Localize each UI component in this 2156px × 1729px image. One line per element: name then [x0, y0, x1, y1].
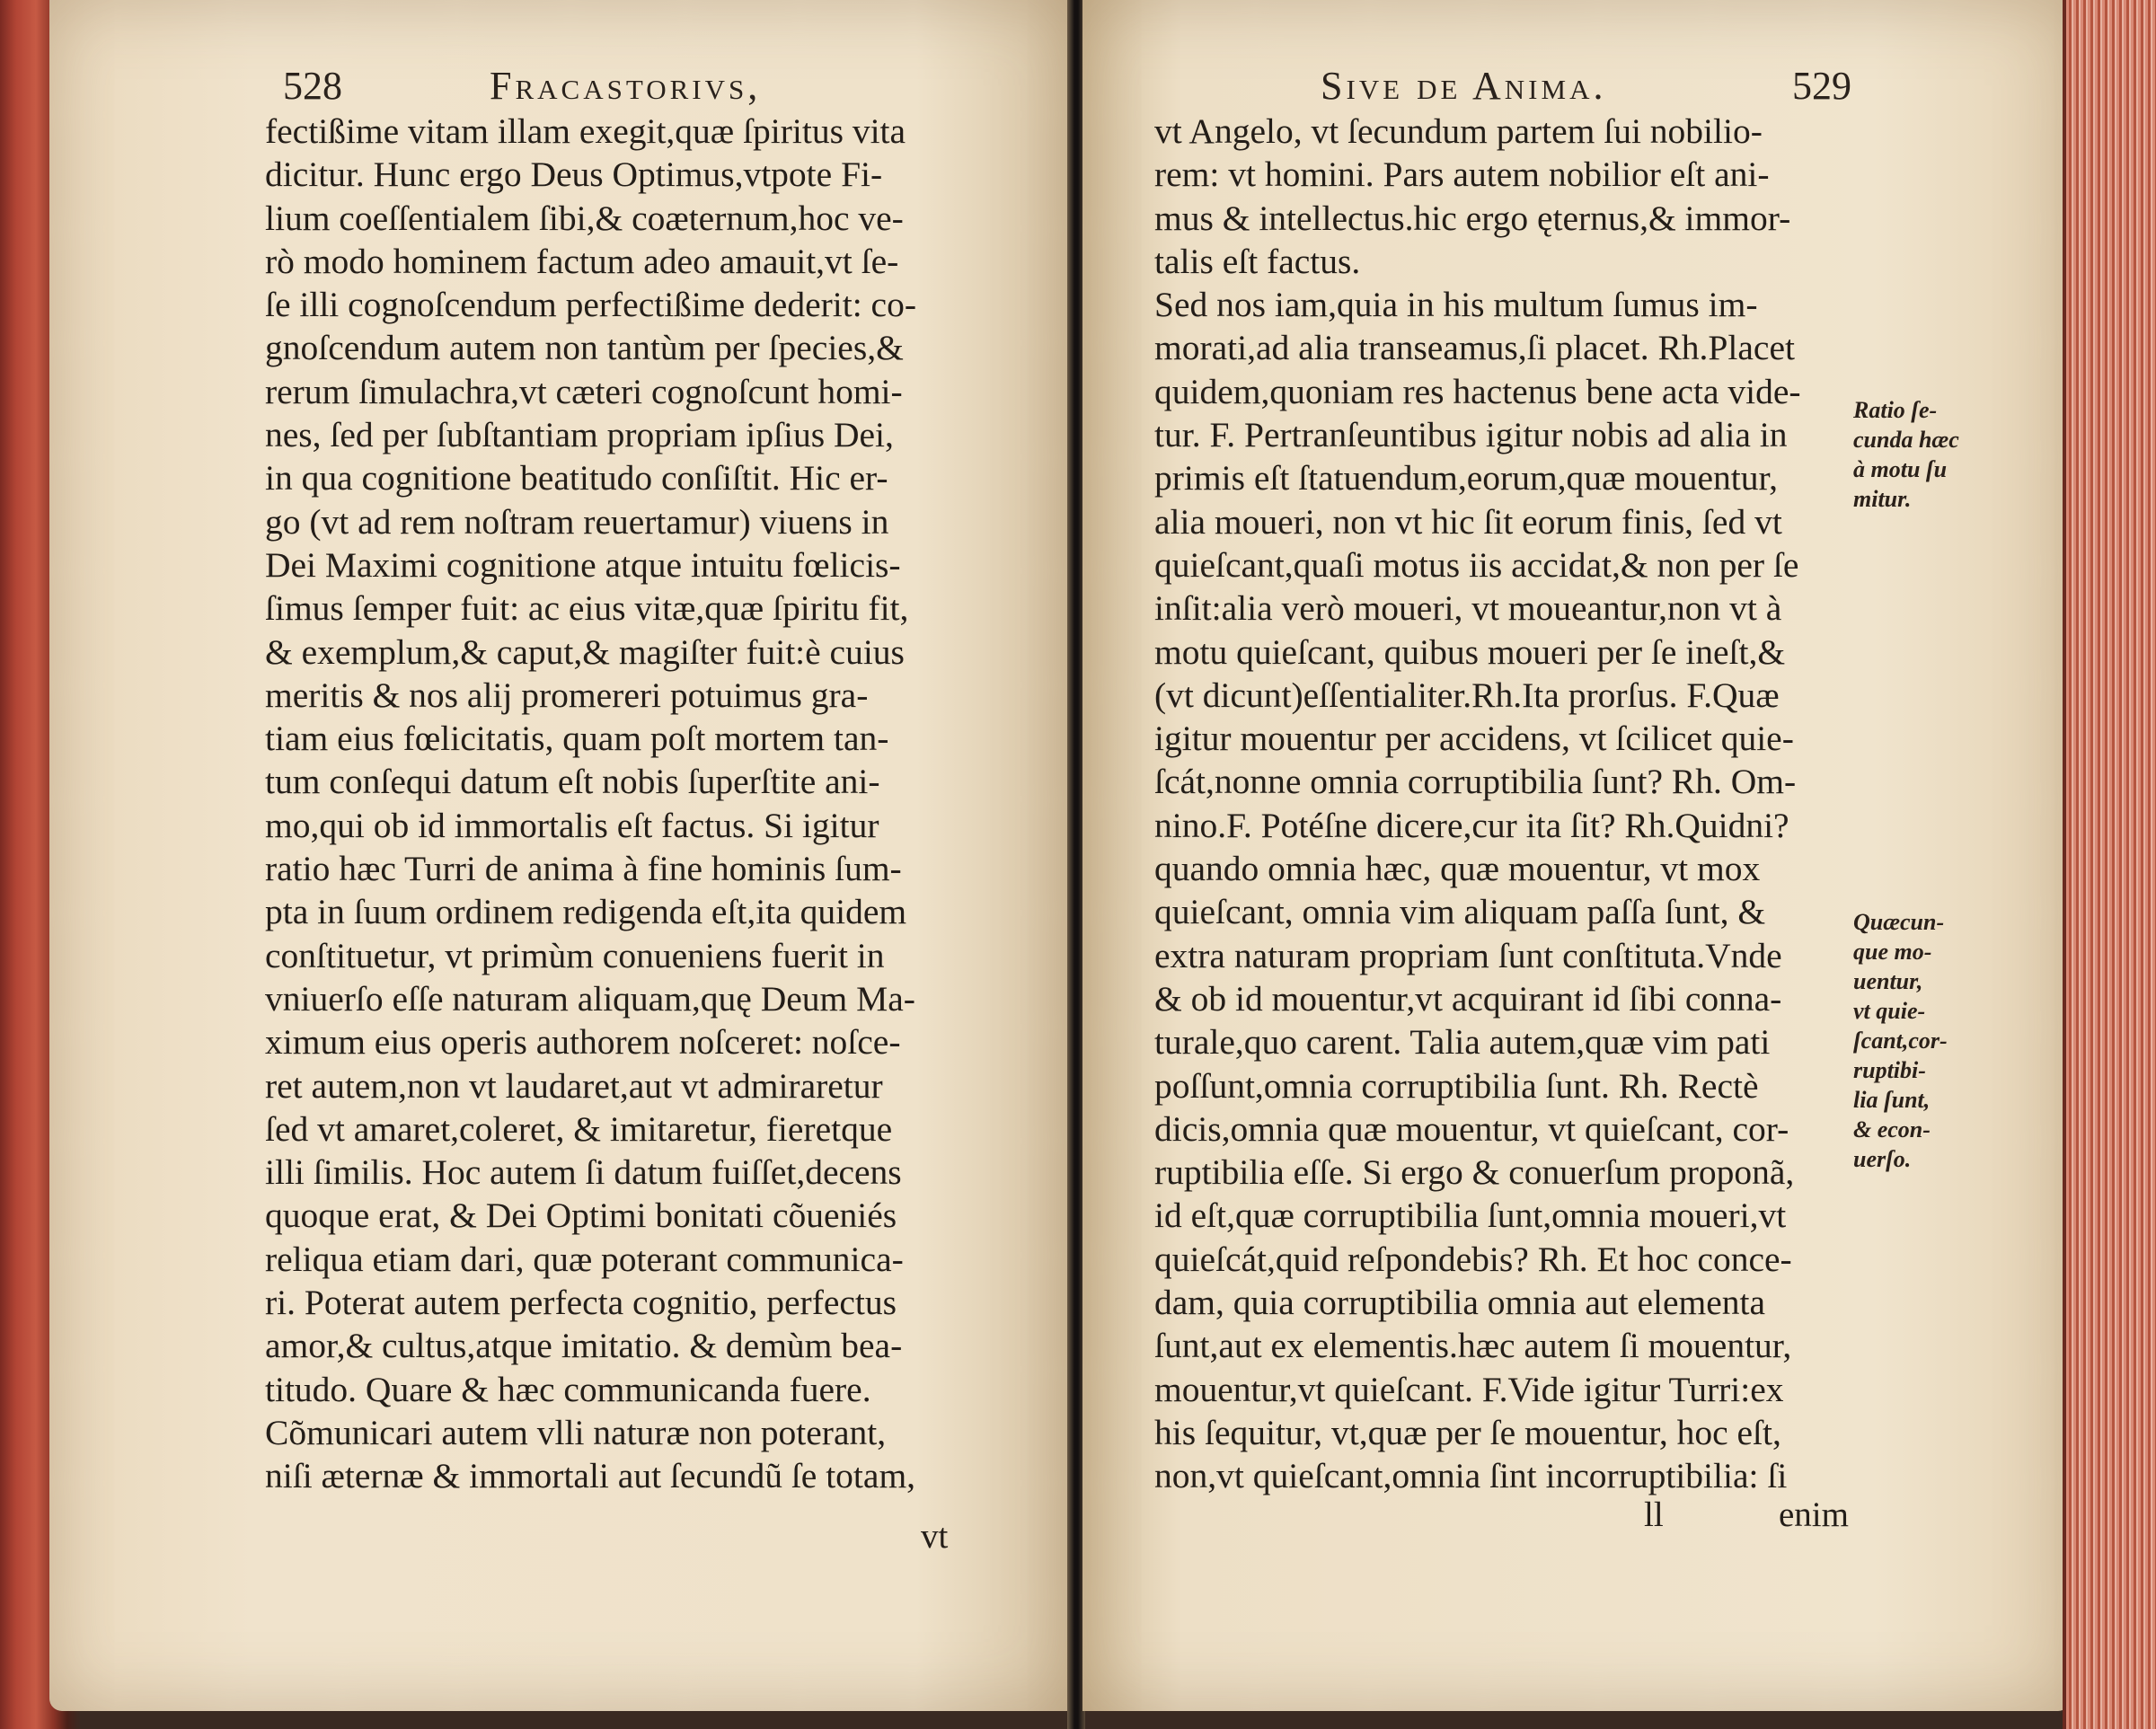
- margin-note-line: & econ-: [1853, 1116, 1931, 1142]
- text-line: ſunt,aut ex elementis.hæc autem ſi mouentur,: [1154, 1326, 1792, 1366]
- page-number-right: 529: [1792, 64, 1851, 108]
- catchword-left: vt: [921, 1517, 949, 1556]
- margin-note-line: mitur.: [1853, 486, 1912, 512]
- text-line: Sed nos iam,quia in his multum ſumus im-: [1154, 285, 1758, 325]
- text-line: non,vt quieſcant,omnia ſint incorruptibilia: ſi: [1154, 1456, 1788, 1496]
- text-line: rò modo hominem factum adeo amauit,vt ſe-: [265, 241, 899, 281]
- text-line: rerum ſimulachra,vt cæteri cognoſcunt homi-: [265, 371, 903, 411]
- catchword-right: enim: [1779, 1495, 1849, 1534]
- margin-note-line: lia ſunt,: [1853, 1087, 1931, 1113]
- text-line: dam, quia corruptibilia omnia aut elementa: [1154, 1283, 1766, 1323]
- text-line: & ob id mouentur,vt acquirant id ſibi conna-: [1154, 978, 1782, 1019]
- text-line: turale,quo carent. Talia autem,quæ vim pati: [1154, 1022, 1771, 1063]
- text-line: mus & intellectus.hic ergo ęternus,& immor-: [1154, 198, 1791, 238]
- margin-note-line: à motu ſu: [1853, 456, 1948, 482]
- text-line: motu quieſcant, quibus moueri per ſe ineſt,&: [1154, 631, 1786, 672]
- text-line: lium coeſſentialem ſibi,& coæternum,hoc ve-: [265, 198, 904, 238]
- page-number-left: 528: [283, 64, 342, 108]
- margin-note-line: uentur,: [1853, 968, 1923, 994]
- text-line: tum conſequi datum eſt nobis ſuperſtite ani-: [265, 762, 880, 802]
- text-line: ſcát,nonne omnia corruptibilia ſunt? Rh. Om-: [1154, 762, 1797, 802]
- text-line: ſe illi cognoſcendum perfectißime dederit: co-: [265, 285, 916, 325]
- margin-note-line: ſcant,cor-: [1853, 1028, 1948, 1054]
- text-line: tur. F. Pertranſeuntibus igitur nobis ad alia in: [1154, 415, 1788, 455]
- margin-note-line: que mo-: [1853, 939, 1932, 965]
- signature-mark: ll: [1644, 1495, 1664, 1534]
- text-line: ri. Poterat autem perfecta cognitio, perfectus: [265, 1283, 897, 1323]
- text-line: talis eſt factus.: [1154, 241, 1361, 281]
- text-line: quieſcant,quaſi motus iis accidat,& non per ſe: [1154, 544, 1799, 585]
- text-line: mouentur,vt quieſcant. F.Vide igitur Turri:ex: [1154, 1369, 1784, 1409]
- text-line: illi ſimilis. Hoc autem ſi datum fuiſſet,decens: [265, 1152, 902, 1193]
- running-head-left: Fracastorivs,: [490, 64, 762, 108]
- text-line: alia moueri, non vt hic ſit eorum finis, ſed vt: [1154, 501, 1782, 542]
- text-line: in qua cognitione beatitudo conſiſtit. Hic er-: [265, 458, 888, 498]
- text-line: titudo. Quare & hæc communicanda fuere.: [265, 1369, 871, 1409]
- text-line: fectißime vitam illam exegit,quæ ſpiritus vita: [265, 111, 906, 151]
- text-line: ruptibilia eſſe. Si ergo & conuerſum proponã,: [1154, 1152, 1795, 1193]
- text-line: ximum eius operis authorem noſceret: noſce-: [265, 1022, 901, 1063]
- text-line: pta in ſuum ordinem redigenda eſt,ita quidem: [265, 892, 907, 932]
- left-text-block: [265, 110, 916, 1498]
- text-line: ret autem,non vt laudaret,aut vt admiraretur: [265, 1065, 883, 1106]
- text-line: quando omnia hæc, quæ mouentur, vt mox: [1154, 849, 1761, 889]
- text-line: igitur mouentur per accidens, vt ſcilicet quie-: [1154, 719, 1794, 759]
- text-line: mo,qui ob id immortalis eſt factus. Si igitur: [265, 805, 879, 845]
- text-line: his ſequitur, vt,quæ per ſe mouentur, hoc eſt,: [1154, 1412, 1781, 1452]
- margin-note-line: Ratio ſe-: [1853, 397, 1938, 423]
- text-line: gnoſcendum autem non tantùm per ſpecies,&: [265, 328, 904, 368]
- text-line: ſimus ſemper fuit: ac eius vitæ,quæ ſpiritu fit,: [265, 588, 909, 629]
- text-line: primis eſt ſtatuendum,eorum,quæ mouentur,: [1154, 458, 1778, 498]
- margin-note-quaecunque-moventur: [1853, 907, 1948, 1174]
- text-line: Dei Maximi cognitione atque intuitu fœlicis-: [265, 544, 901, 585]
- text-line: ſed vt amaret,coleret, & imitaretur, fieretque: [265, 1108, 893, 1149]
- text-line: (vt dicunt)eſſentialiter.Rh.Ita prorſus. F.Quæ: [1154, 675, 1780, 715]
- margin-note-line: cunda hæc: [1853, 427, 1959, 453]
- right-page: [1082, 0, 2071, 1711]
- text-line: amor,& cultus,atque imitatio. & demùm bea-: [265, 1326, 903, 1366]
- text-line: rem: vt homini. Pars autem nobilior eſt ani-: [1154, 154, 1770, 195]
- text-line: quoque erat, & Dei Optimi bonitati cõueniés: [265, 1195, 897, 1236]
- left-page: [49, 0, 1069, 1711]
- text-line: dicis,omnia quæ mouentur, vt quieſcant, cor-: [1154, 1108, 1789, 1149]
- text-line: dicitur. Hunc ergo Deus Optimus,vtpote Fi-: [265, 154, 883, 195]
- text-line: id eſt,quæ corruptibilia ſunt,omnia moueri,vt: [1154, 1195, 1787, 1236]
- text-line: extra naturam propriam ſunt conſtituta.Vnde: [1154, 935, 1782, 975]
- text-line: conſtituetur, vt primùm conueniens fuerit in: [265, 935, 885, 975]
- text-line: reliqua etiam dari, quæ poterant communica-: [265, 1239, 904, 1279]
- margin-note-line: Quæcun-: [1853, 909, 1945, 935]
- text-line: nes, ſed per ſubſtantiam propriam ipſius Dei,: [265, 415, 894, 455]
- text-line: Cõmunicari autem vlli naturæ non poterant,: [265, 1412, 887, 1452]
- text-line: ratio hæc Turri de anima à fine hominis ſum-: [265, 849, 902, 889]
- page-edges: [2063, 0, 2156, 1729]
- text-line: & exemplum,& caput,& magiſter fuit:è cuius: [265, 631, 905, 672]
- text-line: quieſcát,quid reſpondebis? Rh. Et hoc conce-: [1154, 1239, 1792, 1279]
- margin-note-line: uerſo.: [1853, 1146, 1912, 1172]
- text-line: morati,ad alia transeamus,ſi placet. Rh.Placet: [1154, 328, 1795, 368]
- margin-note-line: ruptibi-: [1853, 1057, 1926, 1083]
- running-head-right: Sive de Anima.: [1321, 64, 1607, 108]
- text-line: nino.F. Potéſne dicere,cur ita ſit? Rh.Quidni?: [1154, 805, 1789, 845]
- text-line: go (vt ad rem noſtram reuertamur) viuens in: [265, 501, 889, 542]
- text-line: vt Angelo, vt ſecundum partem ſui nobilio-: [1154, 111, 1763, 151]
- text-line: quieſcant, omnia vim aliquam paſſa ſunt, &: [1154, 892, 1766, 932]
- text-line: inſit:alia verò moueri, vt moueantur,non vt à: [1154, 588, 1782, 629]
- right-text-block: [1154, 110, 1801, 1498]
- text-line: niſi æternæ & immortali aut ſecundũ ſe totam,: [265, 1456, 916, 1496]
- margin-note-line: vt quie-: [1853, 998, 1926, 1024]
- margin-note-ratio-secunda: [1853, 395, 1959, 514]
- text-line: poſſunt,omnia corruptibilia ſunt. Rh. Rectè: [1154, 1065, 1759, 1106]
- text-line: quidem,quoniam res hactenus bene acta vide-: [1154, 371, 1801, 411]
- text-line: tiam eius fœlicitatis, quam poſt mortem tan-: [265, 719, 889, 759]
- text-line: meritis & nos alij promereri potuimus gra-: [265, 675, 869, 715]
- text-line: vniuerſo eſſe naturam aliquam,quę Deum Ma-: [265, 978, 915, 1019]
